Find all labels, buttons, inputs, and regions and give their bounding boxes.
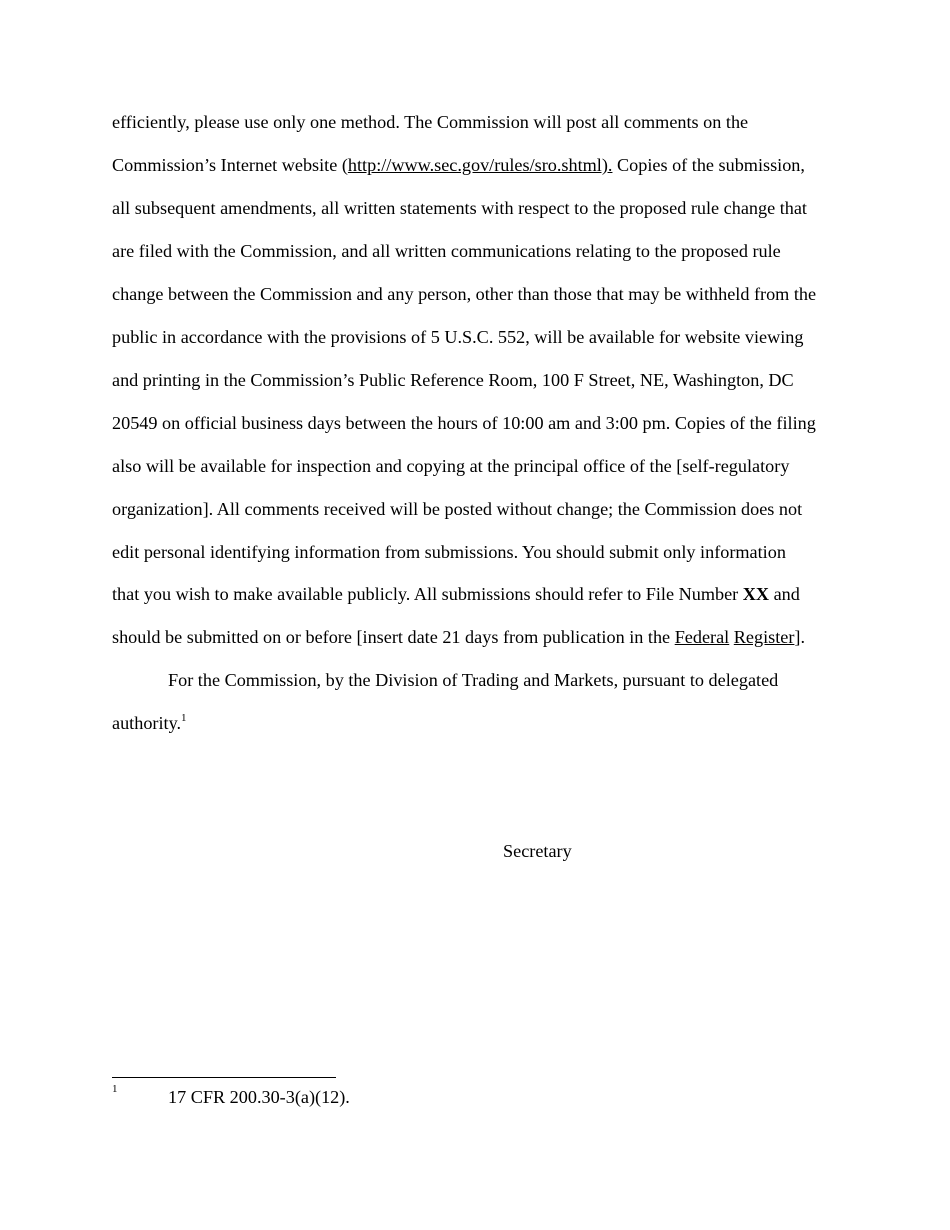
signature-title: Secretary <box>503 841 572 861</box>
text-line: also will be available for inspection and copying at the principal office of the [self-regulatory <box>112 456 790 476</box>
text-line <box>112 712 187 737</box>
text-segment: authority. <box>112 713 182 733</box>
text-line: change between the Commission and any person, other than those that may be withheld from the <box>112 284 817 304</box>
text-line <box>112 626 805 648</box>
text-line: public in accordance with the provisions of 5 U.S.C. 552, will be available for website viewing <box>112 327 804 347</box>
text-line: For the Commission, by the Division of Trading and Markets, pursuant to delegated <box>168 670 779 690</box>
text-segment: that you wish to make available publicly. All submissions should refer to File Number <box>112 584 743 604</box>
text-line: edit personal identifying information from submissions. You should submit only information <box>112 542 786 562</box>
text-segment: Copies of the submission, <box>612 155 805 175</box>
text-line: and printing in the Commission’s Public Reference Room, 100 F Street, NE, Washington, DC <box>112 370 794 390</box>
text-line <box>112 154 805 176</box>
text-line: efficiently, please use only one method. The Commission will post all comments on the <box>112 112 749 132</box>
text-segment: should be submitted on or before [insert date 21 days from publication in the <box>112 627 675 647</box>
footnote-text: 17 CFR 200.30-3(a)(12). <box>168 1087 350 1107</box>
text-segment: and <box>769 584 800 604</box>
federal-word: Federal <box>674 627 730 647</box>
text-segment: Commission’s Internet website ( <box>112 155 348 175</box>
text-line: are filed with the Commission, and all written communications relating to the proposed rule <box>112 241 781 261</box>
text-line: 20549 on official business days between the hours of 10:00 am and 3:00 pm. Copies of the filing <box>112 413 816 433</box>
footnote-number: 1 <box>112 1083 118 1095</box>
footnote-divider <box>112 1077 336 1078</box>
register-word: Register <box>733 627 795 647</box>
text-line: organization]. All comments received will be posted without change; the Commission does not <box>112 499 803 519</box>
text-segment: ]. <box>794 627 806 647</box>
sec-website-link[interactable]: http://www.sec.gov/rules/sro.shtml). <box>347 155 613 175</box>
footnote-reference[interactable]: 1 <box>181 712 187 724</box>
text-line <box>112 583 800 605</box>
text-line: all subsequent amendments, all written statements with respect to the proposed rule change that <box>112 198 807 218</box>
file-number: XX <box>742 584 770 604</box>
